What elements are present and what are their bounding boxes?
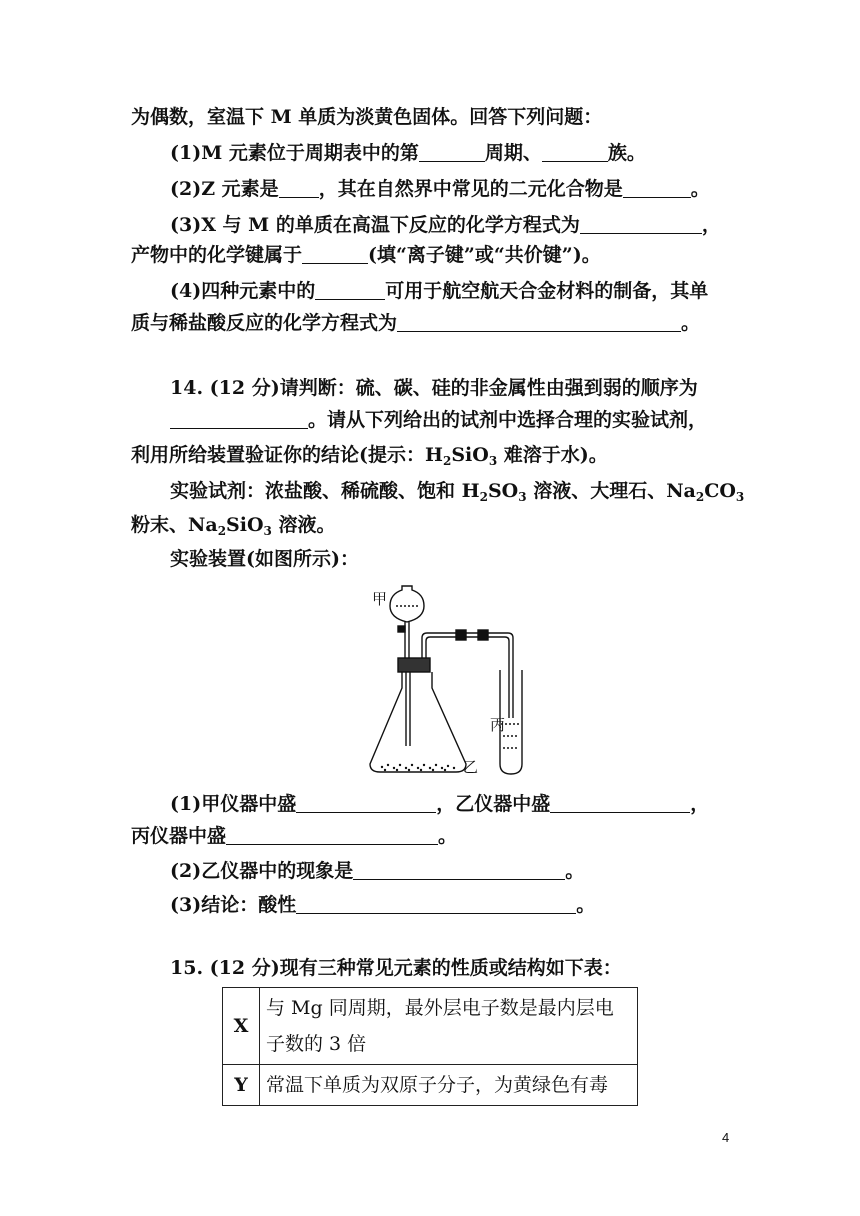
row-description: 与 Mg 同周期，最外层电子数是最内层电 子数的 3 倍	[260, 988, 638, 1065]
row-description: 常温下单质为双原子分子，为黄绿色有毒	[260, 1065, 638, 1106]
answer-blank[interactable]	[170, 410, 308, 429]
answer-blank[interactable]	[419, 143, 485, 162]
tube-connector-right	[478, 630, 488, 640]
label-bing: 丙	[490, 716, 506, 734]
q14-device-caption: 实验装置(如图所示)：	[170, 548, 359, 570]
experiment-apparatus-diagram	[360, 578, 550, 782]
page-number: 4	[722, 1130, 730, 1145]
label-yi: 乙	[463, 758, 479, 776]
label-jia: 甲	[372, 590, 388, 608]
q14-sub2: (2)乙仪器中的现象是 。	[170, 860, 585, 882]
answer-blank[interactable]	[580, 215, 702, 234]
answer-blank[interactable]	[302, 245, 368, 264]
answer-blank[interactable]	[296, 895, 576, 914]
q13-part4-cont: 质与稀盐酸反应的化学方程式为 。	[131, 312, 701, 334]
delivery-tube-inner	[426, 637, 509, 718]
table-row	[223, 1065, 638, 1106]
separatory-funnel-bulb	[390, 586, 424, 622]
q14-sub3: (3)结论：酸性 。	[170, 894, 596, 916]
q13-part3: (3)X 与 M 的单质在高温下反应的化学方程式为 ，	[170, 214, 721, 236]
conical-flask	[370, 672, 466, 772]
apparatus-drawing	[360, 578, 550, 778]
q14-reagents: 实验试剂：浓盐酸、稀硫酸、饱和 $H_2SO_3$ 溶液、大理石、$Na_2CO_3$	[170, 480, 745, 504]
q14-heading: 14. (12 分)请判断：硫、碳、硅的非金属性由强到弱的顺序为	[170, 377, 698, 399]
q13-part2: (2)Z 元素是 ，其在自然界中常见的二元化合物是 。	[170, 178, 710, 200]
q14-line3: 利用所给装置验证你的结论(提示：$H_2SiO_3$ 难溶于水)。	[131, 444, 608, 468]
row-key: Y	[223, 1065, 260, 1106]
answer-blank[interactable]	[542, 143, 608, 162]
answer-blank[interactable]	[279, 179, 319, 198]
flask-solid-powder	[381, 764, 455, 771]
q14-reagents-cont: 粉末、$Na_2SiO_3$ 溶液。	[131, 514, 336, 538]
table-row	[223, 988, 638, 1065]
q14-sub1: (1)甲仪器中盛 ，乙仪器中盛 ，	[170, 793, 710, 815]
q14-line2: 。请从下列给出的试剂中选择合理的实验试剂，	[170, 408, 790, 432]
answer-blank[interactable]	[226, 826, 438, 845]
answer-blank[interactable]	[397, 313, 681, 332]
q15-heading: 15. (12 分)现有三种常见元素的性质或结构如下表：	[170, 957, 622, 979]
tube-connector-left	[456, 630, 466, 640]
answer-blank[interactable]	[315, 281, 385, 300]
q13-part4: (4)四种元素中的 可用于航空航天合金材料的制备，其单	[170, 280, 709, 302]
answer-blank[interactable]	[623, 179, 691, 198]
q14-sub1-cont: 丙仪器中盛 。	[131, 825, 458, 847]
element-properties-table	[222, 987, 638, 1106]
row-key: X	[223, 988, 260, 1065]
stopcock	[398, 626, 405, 632]
q13-part3-cont: 产物中的化学键属于 (填“离子键”或“共价键”)。	[131, 244, 601, 266]
q13-intro: 为偶数，室温下 M 单质为淡黄色固体。回答下列问题：	[131, 106, 603, 128]
q13-part1: (1)M 元素位于周期表中的第 周期、 族。	[170, 142, 646, 164]
answer-blank[interactable]	[353, 861, 565, 880]
answer-blank[interactable]	[550, 794, 690, 813]
rubber-stopper	[398, 658, 430, 672]
answer-blank[interactable]	[296, 794, 436, 813]
